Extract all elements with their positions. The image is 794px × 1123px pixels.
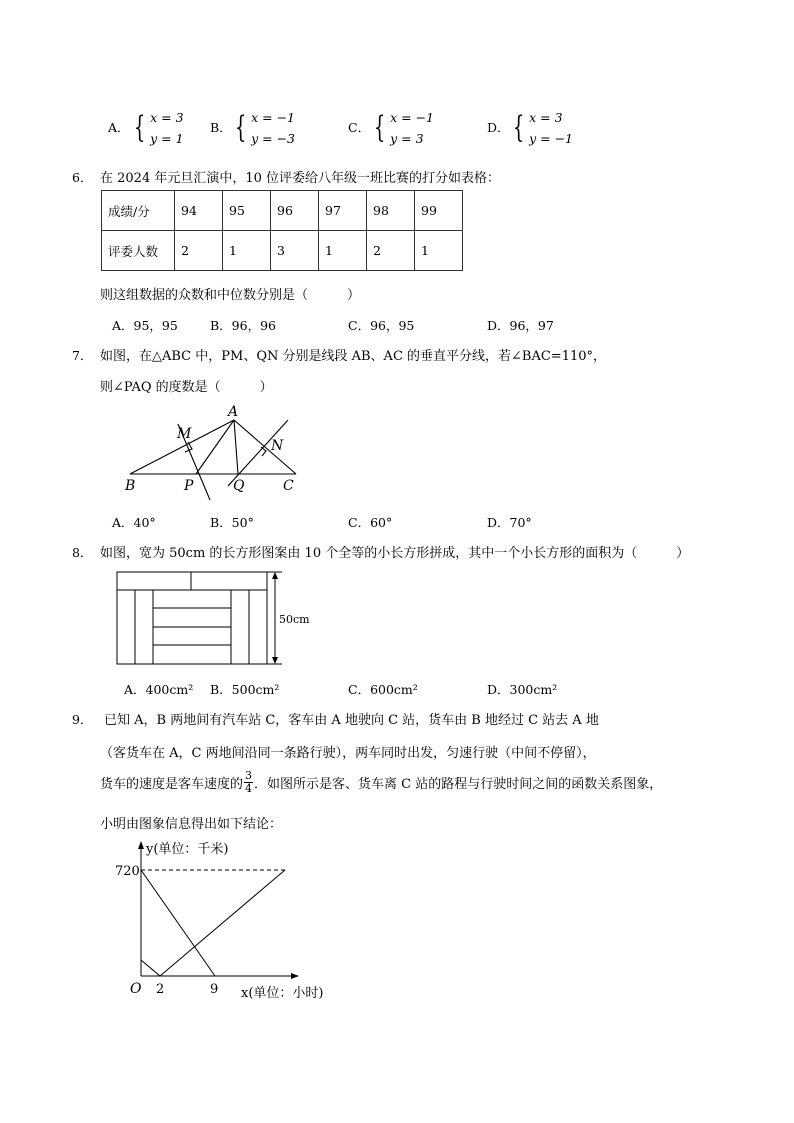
label-a: A xyxy=(228,404,239,420)
q7-option-a[interactable]: A．40° xyxy=(112,515,156,530)
q7-number: 7． xyxy=(72,348,93,363)
q6-text: 在 2024 年元旦汇演中，10 位评委给八年级一班比赛的打分如表格： xyxy=(100,171,501,186)
table-cell: 评委人数 xyxy=(102,231,175,271)
label-m: M xyxy=(177,426,192,442)
brace-icon: { xyxy=(512,110,525,145)
q7-option-d[interactable]: D．70° xyxy=(487,515,532,530)
table-row xyxy=(102,231,463,271)
table-cell: 97 xyxy=(319,191,367,231)
brace-icon: { xyxy=(133,110,146,145)
equation: y = −1 xyxy=(529,131,574,146)
q6-option-a[interactable]: A．95，95 xyxy=(112,318,178,333)
line-ac xyxy=(234,420,296,474)
q5-option-c-system xyxy=(370,107,434,149)
x-tick-2: 2 xyxy=(156,982,165,997)
fraction xyxy=(244,770,253,795)
q5-option-a-system xyxy=(130,107,184,149)
triangle-figure xyxy=(120,400,320,500)
q6-question: 则这组数据的众数和中位数分别是（ ） xyxy=(100,288,361,303)
q8-option-c[interactable]: C．600cm² xyxy=(348,682,418,697)
q8-option-d[interactable]: D．300cm² xyxy=(487,682,558,697)
x-tick-9: 9 xyxy=(210,982,219,997)
table-cell: 1 xyxy=(319,231,367,271)
freight-truck-segment-1 xyxy=(141,960,160,976)
fraction-denominator: 4 xyxy=(245,782,253,795)
q9-line-3a: 货车的速度是客车速度的 xyxy=(100,777,244,792)
q6-option-d[interactable]: D．96，97 xyxy=(487,318,554,333)
table-cell: 98 xyxy=(367,191,415,231)
brace-icon: { xyxy=(234,110,247,145)
outer-rectangle xyxy=(117,572,267,664)
origin-label: O xyxy=(130,981,142,997)
arrow-down-icon xyxy=(272,657,278,664)
q7-option-c[interactable]: C．60° xyxy=(348,515,393,530)
q8-option-a[interactable]: A．400cm² xyxy=(124,682,194,697)
q9-line-3b: ．如图所示是客、货车离 C 站的路程与行驶时间之间的函数关系图象， xyxy=(254,777,663,792)
table-cell: 95 xyxy=(223,191,271,231)
label-b: B xyxy=(125,478,136,494)
equation: y = −3 xyxy=(251,131,296,146)
label-c: C xyxy=(283,478,294,494)
y-axis-label: y(单位：千米) xyxy=(146,842,229,857)
table-row xyxy=(102,191,463,231)
line-ap xyxy=(196,420,234,474)
q9-line-4: 小明由图象信息得出如下结论： xyxy=(100,817,283,832)
table-cell: 成绩/分 xyxy=(102,191,175,231)
label-p: P xyxy=(184,478,194,494)
fraction-numerator: 3 xyxy=(245,769,253,782)
equation: x = 3 xyxy=(150,110,184,125)
line-aq xyxy=(234,420,238,474)
equation: x = −1 xyxy=(251,110,295,125)
equation: x = 3 xyxy=(529,110,563,125)
equation: y = 3 xyxy=(390,131,424,146)
equation: y = 1 xyxy=(150,131,184,146)
rectangle-figure xyxy=(112,568,322,672)
table-cell: 1 xyxy=(223,231,271,271)
q5-option-b-system xyxy=(231,107,295,149)
label-q: Q xyxy=(233,478,245,494)
q8-option-b[interactable]: B．500cm² xyxy=(210,682,280,697)
q7-text-2: 则∠PAQ 的度数是（ ） xyxy=(100,380,273,395)
q9-line-2: （客货车在 A，C 两地间沿同一条路行驶），两车同时出发，匀速行驶（中间不停留）， xyxy=(100,746,596,761)
q7-text: 如图，在△ABC 中，PM、QN 分别是线段 AB、AC 的垂直平分线，若∠BAC=110°， xyxy=(100,349,607,364)
arrow-up-icon xyxy=(272,572,278,579)
q6-option-c[interactable]: C．96，95 xyxy=(348,318,415,333)
y-tick-720: 720 xyxy=(115,864,140,879)
table-cell: 96 xyxy=(271,191,319,231)
brace-icon: { xyxy=(373,110,386,145)
table-cell: 2 xyxy=(367,231,415,271)
score-table xyxy=(101,190,463,271)
q5-option-d-system xyxy=(509,107,573,149)
freight-truck-segment-2 xyxy=(160,870,285,976)
table-cell: 3 xyxy=(271,231,319,271)
table-cell: 1 xyxy=(415,231,463,271)
table-cell: 2 xyxy=(175,231,223,271)
q8-text: 如图，宽为 50cm 的长方形图案由 10 个全等的小长方形拼成，其中一个小长方形的面积为（ ） xyxy=(100,546,690,561)
q9-line-1: 已知 A，B 两地间有汽车站 C，客车由 A 地驶向 C 站，货车由 B 地经过 C 站去 A 地 xyxy=(104,713,599,728)
table-cell: 94 xyxy=(175,191,223,231)
q5-option-a-label[interactable]: A． xyxy=(108,120,130,135)
label-n: N xyxy=(271,438,284,454)
q7-option-b[interactable]: B．50° xyxy=(210,515,254,530)
x-axis-label: x(单位：小时) xyxy=(241,986,324,1001)
q9-number: 9． xyxy=(72,712,93,727)
distance-time-graph xyxy=(110,838,350,1003)
q6-number: 6． xyxy=(72,170,93,185)
q5-option-d-label[interactable]: D． xyxy=(487,120,510,135)
q9-line-3 xyxy=(100,770,662,795)
y-arrow-icon xyxy=(138,841,144,849)
q6-option-b[interactable]: B．96，96 xyxy=(210,318,276,333)
equation: x = −1 xyxy=(390,110,434,125)
table-cell: 99 xyxy=(415,191,463,231)
q5-option-b-label[interactable]: B． xyxy=(210,120,232,135)
x-arrow-icon xyxy=(291,973,299,979)
q8-number: 8． xyxy=(72,545,93,560)
q5-option-c-label[interactable]: C． xyxy=(348,120,371,135)
width-label: 50cm xyxy=(279,613,310,626)
